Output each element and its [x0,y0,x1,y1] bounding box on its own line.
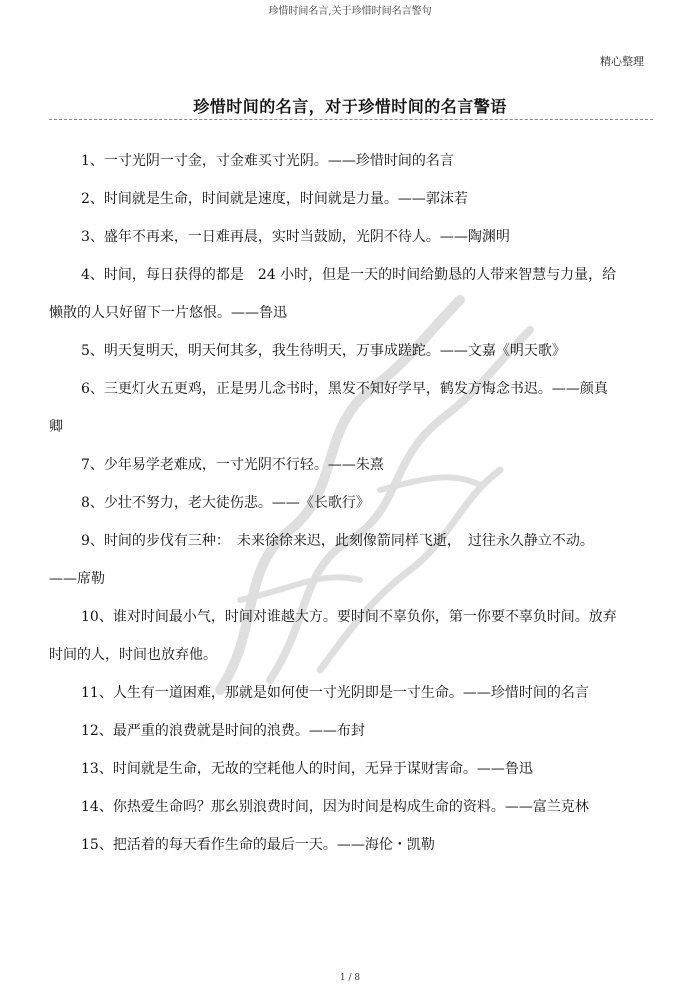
quote-item: 8、少壮不努力，老大徒伤悲。——《长歌行》 [81,495,370,511]
quote-item: 12、最严重的浪费就是时间的浪费。——布封 [81,723,365,739]
quote-item: 10、谁对时间最小气，时间对谁越大方。要时间不辜负你，第一你要不辜负时间。放弃时间的人，时间也放弃他。 [49,609,617,663]
quote-item: 9、时间的步伐有三种： 未来徐徐来迟，此刻像箭同样飞逝， 过往永久静立不动。——席勒 [49,533,594,587]
quote-item: 14、你热爱生命吗？那幺别浪费时间，因为时间是构成生命的资料。——富兰克林 [81,799,589,815]
quote-item: 1、一寸光阴一寸金，寸金难买寸光阴。——珍惜时间的名言 [81,153,454,169]
page-title: 珍惜时间的名言，对于珍惜时间的名言警语 [193,97,507,116]
quote-item: 15、把活着的每天看作生命的最后一天。——海伦・凯勒 [81,837,435,853]
quote-list [49,142,619,864]
quote-item: 13、时间就是生命，无故的空耗他人的时间，无异于谋财害命。——鲁迅 [81,761,533,777]
quote-item: 4、时间，每日获得的都是 24 小时，但是一天的时间给勤恳的人带来智慧与力量，给懒散的人只好留下一片悠恨。——鲁迅 [49,267,617,321]
quote-item: 3、盛年不再来，一日难再晨，实时当鼓励，光阴不待人。——陶渊明 [81,229,510,245]
title-divider [49,119,653,120]
page-number: 1 / 8 [339,973,361,983]
quote-item: 2、时间就是生命，时间就是速度，时间就是力量。——郭沫若 [81,191,468,207]
quote-item: 11、人生有一道困难，那就是如何使一寸光阴即是一寸生命。——珍惜时间的名言 [81,685,589,701]
document-tag: 精心整理 [600,55,644,68]
quote-item: 7、少年易学老难成，一寸光阴不行轻。——朱熹 [81,457,384,473]
document-header: 珍惜时间名言,关于珍惜时间名言警句 [268,6,432,17]
quote-item: 6、三更灯火五更鸡，正是男儿念书时，黑发不知好学早，鹤发方悔念书迟。——颜真卿 [49,381,608,435]
quote-item: 5、明天复明天，明天何其多，我生待明天，万事成蹉跎。——文嘉《明天歌》 [81,343,566,359]
